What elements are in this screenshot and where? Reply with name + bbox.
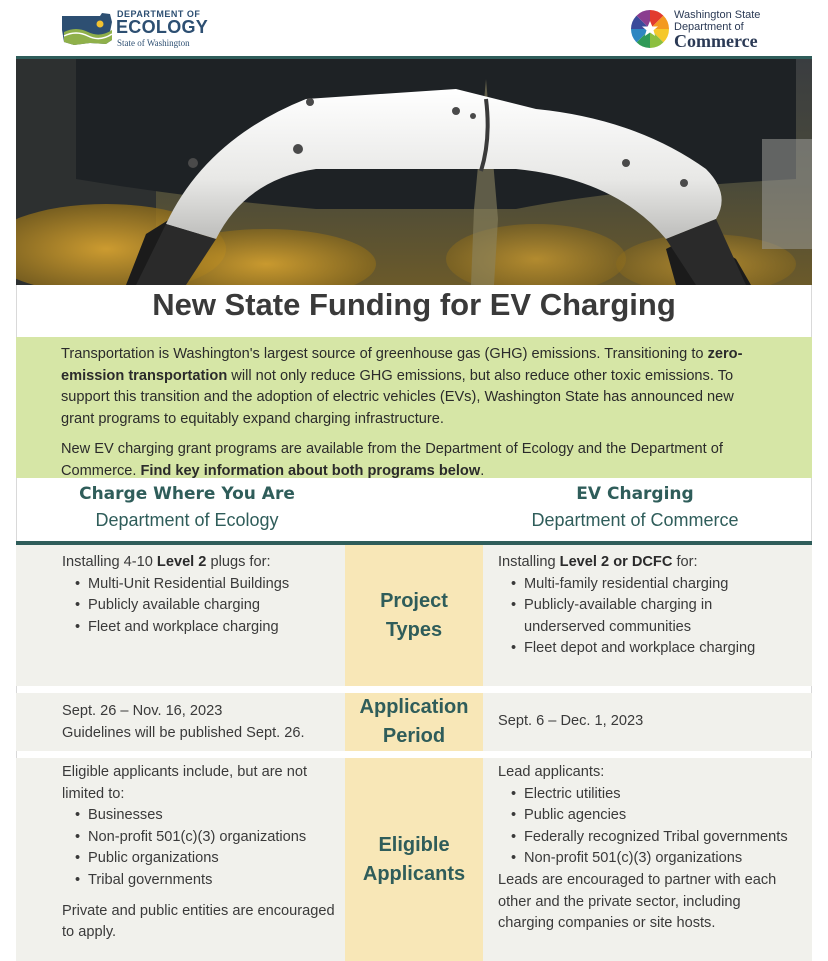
list-item: • Publicly available charging [62, 595, 342, 617]
program-agency-commerce: Department of Commerce [531, 510, 739, 530]
commerce-logo-mark [629, 8, 671, 50]
list-item: • Fleet depot and workplace charging [498, 638, 788, 660]
eligible-applicants-commerce: Lead applicants: • Electric utilities • Public agencies • Federally recognized Tribal governments • Non-profit 501(c)(3) organizations Leads are encouraged to partner with each other and the private sector, including charging companies or site hosts. [498, 762, 788, 961]
row-label-eligible-applicants: Eligible Applicants [345, 758, 483, 961]
list-item: • Publicly-available charging in underserved communities [498, 595, 788, 638]
application-period-ecology: Sept. 26 – Nov. 16, 2023 Guidelines will be published Sept. 26. [62, 703, 305, 741]
page-title: New State Funding for EV Charging [152, 287, 676, 322]
ecology-logo-line1: DEPARTMENT OF [117, 9, 201, 19]
eligible-applicants-ecology: Eligible applicants include, but are not limited to: • Businesses • Non-profit 501(c)(3) organizations • Public organizations • Tribal governments Private and public entities are encouraged to apply. [62, 762, 342, 944]
application-period-commerce: Sept. 6 – Dec. 1, 2023 [498, 713, 644, 729]
intro-panel [16, 337, 812, 478]
row-label-project-types: Project Types [345, 545, 483, 686]
program-agency-ecology: Department of Ecology [95, 510, 279, 530]
list-item: • Electric utilities [498, 784, 788, 806]
ecology-logo-line2: ECOLOGY [116, 17, 209, 37]
project-types-ecology: Installing 4-10 Level 2 plugs for: • Multi-Unit Residential Buildings • Publicly available charging • Fleet and workplace charging [62, 552, 342, 638]
commerce-logo-line3: Commerce [674, 31, 758, 51]
project-types-ecology-list [62, 574, 342, 639]
program-title-ecology: Charge Where You Are [79, 484, 295, 504]
list-item: • Public organizations [62, 848, 342, 870]
commerce-logo-line2: Department of [674, 21, 744, 33]
program-title-commerce: EV Charging [576, 484, 694, 504]
project-types-commerce: Installing Level 2 or DCFC for: • Multi-family residential charging • Publicly-available charging in underserved communities • Fleet depot and workplace charging [498, 552, 788, 660]
list-item: • Federally recognized Tribal governments [498, 827, 788, 849]
list-item: • Multi-family residential charging [498, 574, 788, 596]
eligible-applicants-commerce-list [498, 784, 788, 870]
ecology-logo-mark [60, 10, 114, 48]
list-item: • Multi-Unit Residential Buildings [62, 574, 342, 596]
intro-paragraph-2: New EV charging grant programs are available from the Department of Ecology and the Department of Commerce. Find key information about both programs below. [61, 441, 723, 479]
commerce-logo-line1: Washington State [674, 9, 761, 21]
list-item: • Businesses [62, 805, 342, 827]
program-header-commerce [436, 482, 828, 531]
project-types-commerce-list [498, 574, 788, 660]
intro-paragraph-1: Transportation is Washington's largest source of greenhouse gas (GHG) emissions. Transitioning to zero-emission transportation will not only reduce GHG emissions, but also reduce other toxic emissions. To support this transition and the adoption of electric vehicles (EVs), Washington State has announced new grant programs to equitably expand charging infrastructure. [61, 346, 743, 427]
ev-charger-hero-image [16, 59, 812, 285]
list-item: • Non-profit 501(c)(3) organizations [498, 848, 788, 870]
eligible-applicants-ecology-list [62, 805, 342, 891]
row-label-application-period: Application Period [345, 693, 483, 751]
program-header-ecology [0, 482, 398, 531]
list-item: • Tribal governments [62, 870, 342, 892]
list-item: • Fleet and workplace charging [62, 617, 342, 639]
ecology-logo-line3: State of Washington [117, 38, 190, 48]
list-item: • Public agencies [498, 805, 788, 827]
list-item: • Non-profit 501(c)(3) organizations [62, 827, 342, 849]
